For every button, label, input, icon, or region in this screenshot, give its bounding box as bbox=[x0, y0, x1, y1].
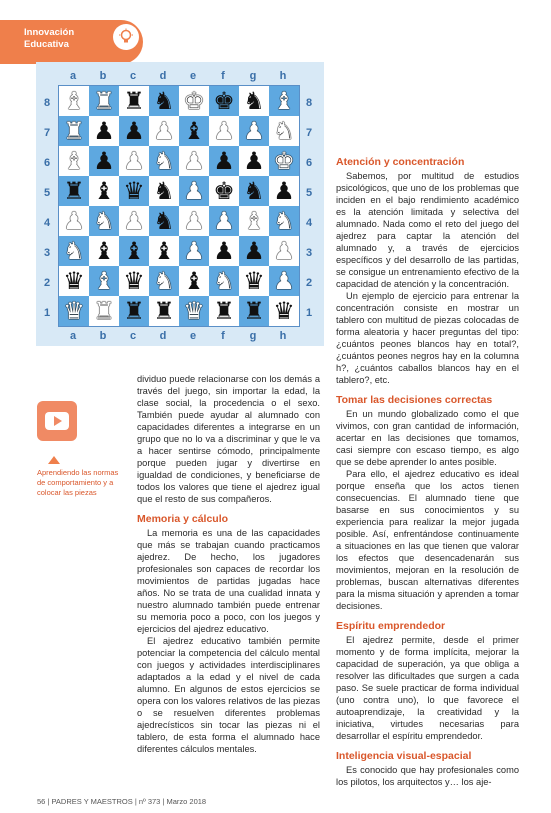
white-pawn-icon: ♟ bbox=[213, 117, 235, 145]
white-pawn-icon: ♟ bbox=[183, 147, 205, 175]
square-a2 bbox=[59, 266, 89, 296]
square-b3 bbox=[89, 236, 119, 266]
white-rook-icon: ♜ bbox=[63, 117, 85, 145]
white-pawn-icon: ♟ bbox=[183, 237, 205, 265]
square-h5 bbox=[269, 176, 299, 206]
square-h2 bbox=[269, 266, 299, 296]
black-knight-icon: ♞ bbox=[153, 87, 175, 115]
page-footer: 56 | PADRES Y MAESTROS | nº 373 | Marzo 2018 bbox=[37, 797, 207, 806]
white-rook-icon: ♜ bbox=[93, 87, 115, 115]
file-label: c bbox=[129, 330, 137, 342]
file-label: g bbox=[249, 330, 257, 342]
square-a1 bbox=[59, 296, 89, 326]
black-queen-icon: ♛ bbox=[123, 267, 145, 295]
lightbulb-icon bbox=[113, 24, 139, 50]
black-knight-icon: ♞ bbox=[153, 177, 175, 205]
rank-labels-right bbox=[302, 88, 316, 328]
file-label: f bbox=[221, 70, 225, 82]
black-bishop-icon: ♝ bbox=[153, 237, 175, 265]
white-rook-icon: ♜ bbox=[93, 297, 115, 325]
black-rook-icon: ♜ bbox=[123, 87, 145, 115]
square-e6 bbox=[179, 146, 209, 176]
paragraph: El ajedrez permite, desde el primer momento y de forma implícita, mejorar la capacidad de superación, ya que obliga a resolver las dificultades que surgen a cada paso. Se suele practicar de forma individual (uno contra uno), lo que favorece el autoaprendizaje, la creatividad y la iniciativa, virtudes necesarias para desarrollar el espíritu emprendedor. bbox=[336, 635, 519, 741]
square-d1 bbox=[149, 296, 179, 326]
square-g4 bbox=[239, 206, 269, 236]
black-queen-icon: ♛ bbox=[63, 267, 85, 295]
square-c5 bbox=[119, 176, 149, 206]
black-king-icon: ♚ bbox=[213, 177, 235, 205]
white-king-icon: ♚ bbox=[273, 147, 295, 175]
white-knight-icon: ♞ bbox=[63, 237, 85, 265]
rank-label: 8 bbox=[305, 97, 313, 109]
file-label: a bbox=[69, 70, 77, 82]
square-d3 bbox=[149, 236, 179, 266]
white-bishop-icon: ♝ bbox=[63, 147, 85, 175]
white-pawn-icon: ♟ bbox=[183, 177, 205, 205]
square-b5 bbox=[89, 176, 119, 206]
file-label: b bbox=[99, 70, 107, 82]
square-f3 bbox=[209, 236, 239, 266]
square-c2 bbox=[119, 266, 149, 296]
square-c7 bbox=[119, 116, 149, 146]
square-e7 bbox=[179, 116, 209, 146]
square-g8 bbox=[239, 86, 269, 116]
rank-label: 3 bbox=[43, 247, 51, 259]
paragraph: Sabemos, por multitud de estudios psicológicos, que uno de los problemas que inciden en el bajo rendimiento académico es la atención limitada y selectiva del alumnado. Nada como el reto del juego del ajedrez para captar la atención del alumnado y, a través de ejercicios específicos y del desarrollo de las partidas, se consigue un entrenamiento efectivo de la capacidad de atención y la concentración. bbox=[336, 171, 519, 289]
white-pawn-icon: ♟ bbox=[153, 117, 175, 145]
square-h6 bbox=[269, 146, 299, 176]
play-video-icon[interactable] bbox=[37, 401, 77, 441]
white-pawn-icon: ♟ bbox=[273, 237, 295, 265]
black-bishop-icon: ♝ bbox=[93, 237, 115, 265]
square-b8 bbox=[89, 86, 119, 116]
file-label: g bbox=[249, 70, 257, 82]
square-b1 bbox=[89, 296, 119, 326]
square-g5 bbox=[239, 176, 269, 206]
black-pawn-icon: ♟ bbox=[213, 147, 235, 175]
black-rook-icon: ♜ bbox=[153, 297, 175, 325]
square-b7 bbox=[89, 116, 119, 146]
video-caption: Aprendiendo las normas de comportamiento y a colocar las piezas bbox=[37, 468, 119, 497]
square-a8 bbox=[59, 86, 89, 116]
white-pawn-icon: ♟ bbox=[213, 207, 235, 235]
square-g7 bbox=[239, 116, 269, 146]
paragraph: Es conocido que hay profesionales como los pilotos, los arquitectos y… los aje- bbox=[336, 765, 519, 787]
white-pawn-icon: ♟ bbox=[123, 147, 145, 175]
black-rook-icon: ♜ bbox=[243, 297, 265, 325]
white-pawn-icon: ♟ bbox=[243, 117, 265, 145]
black-pawn-icon: ♟ bbox=[123, 117, 145, 145]
square-g2 bbox=[239, 266, 269, 296]
white-knight-icon: ♞ bbox=[153, 147, 175, 175]
rank-label: 7 bbox=[305, 127, 313, 139]
square-f4 bbox=[209, 206, 239, 236]
rank-label: 5 bbox=[43, 187, 51, 199]
square-d5 bbox=[149, 176, 179, 206]
section-title: Innovación Educativa bbox=[24, 27, 75, 50]
black-pawn-icon: ♟ bbox=[273, 177, 295, 205]
white-bishop-icon: ♝ bbox=[63, 87, 85, 115]
paragraph: En un mundo globalizado como el que vivimos, con gran cantidad de información, acertar en las decisiones que tomamos, casi siempre con escaso tiempo, es algo que se debe aprender lo antes posible. bbox=[336, 409, 519, 467]
white-bishop-icon: ♝ bbox=[273, 87, 295, 115]
square-f1 bbox=[209, 296, 239, 326]
black-queen-icon: ♛ bbox=[243, 267, 265, 295]
chessboard bbox=[58, 85, 300, 327]
square-e1 bbox=[179, 296, 209, 326]
heading-inteligencia: Inteligencia visual-espacial bbox=[336, 750, 472, 762]
rank-label: 6 bbox=[305, 157, 313, 169]
file-labels-bottom bbox=[58, 330, 298, 342]
square-g1 bbox=[239, 296, 269, 326]
square-h8 bbox=[269, 86, 299, 116]
black-knight-icon: ♞ bbox=[153, 207, 175, 235]
square-d6 bbox=[149, 146, 179, 176]
black-pawn-icon: ♟ bbox=[213, 237, 235, 265]
black-bishop-icon: ♝ bbox=[93, 177, 115, 205]
square-c4 bbox=[119, 206, 149, 236]
square-h1 bbox=[269, 296, 299, 326]
square-e4 bbox=[179, 206, 209, 236]
square-d7 bbox=[149, 116, 179, 146]
square-h4 bbox=[269, 206, 299, 236]
file-labels-top bbox=[58, 70, 298, 82]
white-pawn-icon: ♟ bbox=[123, 207, 145, 235]
black-pawn-icon: ♟ bbox=[243, 237, 265, 265]
white-bishop-icon: ♝ bbox=[93, 267, 115, 295]
square-f2 bbox=[209, 266, 239, 296]
square-f6 bbox=[209, 146, 239, 176]
square-g3 bbox=[239, 236, 269, 266]
column-right bbox=[336, 148, 519, 788]
heading-decisiones: Tomar las decisiones correctas bbox=[336, 394, 493, 406]
white-king-icon: ♚ bbox=[183, 87, 205, 115]
rank-label: 7 bbox=[43, 127, 51, 139]
file-label: d bbox=[159, 70, 167, 82]
file-label: c bbox=[129, 70, 137, 82]
black-pawn-icon: ♟ bbox=[93, 117, 115, 145]
black-queen-icon: ♛ bbox=[273, 297, 295, 325]
white-knight-icon: ♞ bbox=[213, 267, 235, 295]
paragraph: dividuo puede relacionarse con los demás a través del juego, sin importar la edad, la clase social, la procedencia o el sexo. También puede ayudar al alumnado con capacidades diferentes a integrarse en un grupo que no lo va a discriminar y que le va a hacer sentirse cómodo, principalmente porque pueden jugar y divertirse en igualdad de condiciones, y beneficiarse de todos los valores que tiene el ajedrez igual que el resto de sus compañeros. bbox=[137, 374, 320, 504]
paragraph: La memoria es una de las capacidades que más se trabajan cuando practicamos ajedrez. De hecho, los jugadores profesionales son capaces de recordar los movimientos de partidas jugadas hace años. No se trata de una cualidad innata y nuestro alumnado también puede entrenar su memoria poco a poco, con los juegos y ejercicios del ajedrez educativo. bbox=[137, 528, 320, 634]
caption-pointer bbox=[48, 456, 60, 464]
black-bishop-icon: ♝ bbox=[123, 237, 145, 265]
black-knight-icon: ♞ bbox=[243, 177, 265, 205]
white-bishop-icon: ♝ bbox=[243, 207, 265, 235]
paragraph: Para ello, el ajedrez educativo es ideal porque enseña que los actos tienen consecuencias. El alumnado tiene que basarse en sus conocimientos y su experiencia para realizar la mejor jugada posible. Así, enfrentándose continuamente a situaciones en las que tienen que valorar los efectos que desencadenarán sus movimientos, mejoran en la resolución de problemas, buscan alternativas diferentes para la misma situación y aprenden a tomar decisiones. bbox=[336, 469, 519, 611]
white-knight-icon: ♞ bbox=[273, 117, 295, 145]
square-f8 bbox=[209, 86, 239, 116]
heading-espiritu: Espíritu emprendedor bbox=[336, 620, 446, 632]
square-a5 bbox=[59, 176, 89, 206]
square-b6 bbox=[89, 146, 119, 176]
white-queen-icon: ♛ bbox=[63, 297, 85, 325]
white-queen-icon: ♛ bbox=[183, 297, 205, 325]
square-e8 bbox=[179, 86, 209, 116]
square-d4 bbox=[149, 206, 179, 236]
square-c3 bbox=[119, 236, 149, 266]
rank-labels bbox=[40, 88, 54, 328]
black-queen-icon: ♛ bbox=[123, 177, 145, 205]
paragraph: Un ejemplo de ejercicio para entrenar la concentración consiste en mostrar un tablero con multitud de piezas colocadas de forma aleatoria y hacer preguntas del tipo: ¿cuántos peones blancos hay en total?, ¿cuántos peones negros hay en la columna h?, ¿cuántos caballos blancos hay en el tablero?, etc. bbox=[336, 291, 519, 385]
square-c8 bbox=[119, 86, 149, 116]
square-e5 bbox=[179, 176, 209, 206]
square-h7 bbox=[269, 116, 299, 146]
black-knight-icon: ♞ bbox=[243, 87, 265, 115]
file-label: f bbox=[221, 330, 225, 342]
file-label: h bbox=[279, 330, 287, 342]
file-label: b bbox=[99, 330, 107, 342]
white-knight-icon: ♞ bbox=[93, 207, 115, 235]
square-e3 bbox=[179, 236, 209, 266]
black-rook-icon: ♜ bbox=[213, 297, 235, 325]
white-pawn-icon: ♟ bbox=[63, 207, 85, 235]
black-king-icon: ♚ bbox=[213, 87, 235, 115]
column-left bbox=[137, 373, 320, 755]
black-rook-icon: ♜ bbox=[123, 297, 145, 325]
black-pawn-icon: ♟ bbox=[243, 147, 265, 175]
square-b4 bbox=[89, 206, 119, 236]
square-h3 bbox=[269, 236, 299, 266]
heading-memoria: Memoria y cálculo bbox=[137, 513, 229, 525]
rank-label: 2 bbox=[43, 277, 51, 289]
white-knight-icon: ♞ bbox=[273, 207, 295, 235]
square-f7 bbox=[209, 116, 239, 146]
file-label: a bbox=[69, 330, 77, 342]
file-label: e bbox=[189, 70, 197, 82]
black-rook-icon: ♜ bbox=[63, 177, 85, 205]
square-d8 bbox=[149, 86, 179, 116]
rank-label: 1 bbox=[305, 307, 313, 319]
square-b2 bbox=[89, 266, 119, 296]
square-c1 bbox=[119, 296, 149, 326]
white-pawn-icon: ♟ bbox=[273, 267, 295, 295]
file-label: h bbox=[279, 70, 287, 82]
file-label: d bbox=[159, 330, 167, 342]
square-d2 bbox=[149, 266, 179, 296]
rank-label: 1 bbox=[43, 307, 51, 319]
rank-label: 4 bbox=[305, 217, 313, 229]
square-a3 bbox=[59, 236, 89, 266]
square-f5 bbox=[209, 176, 239, 206]
paragraph: El ajedrez educativo también permite potenciar la competencia del cálculo mental con juegos y actividades interdisciplinares adaptados a la edad y el nivel de cada alumno. En algunos de estos ejercicios se opera con los valores relativos de las piezas o se resuelven diferentes problemas ajedrecísticos sin tocar las piezas ni el tablero, de esta forma el alumnado hace diferentes cálculos mentales. bbox=[137, 636, 320, 754]
square-a6 bbox=[59, 146, 89, 176]
rank-label: 2 bbox=[305, 277, 313, 289]
white-knight-icon: ♞ bbox=[153, 267, 175, 295]
square-c6 bbox=[119, 146, 149, 176]
square-a4 bbox=[59, 206, 89, 236]
black-bishop-icon: ♝ bbox=[183, 117, 205, 145]
heading-atencion: Atención y concentración bbox=[336, 156, 465, 168]
black-pawn-icon: ♟ bbox=[93, 147, 115, 175]
square-a7 bbox=[59, 116, 89, 146]
square-e2 bbox=[179, 266, 209, 296]
file-label: e bbox=[189, 330, 197, 342]
black-bishop-icon: ♝ bbox=[183, 267, 205, 295]
rank-label: 5 bbox=[305, 187, 313, 199]
rank-label: 8 bbox=[43, 97, 51, 109]
rank-label: 4 bbox=[43, 217, 51, 229]
rank-label: 3 bbox=[305, 247, 313, 259]
rank-label: 6 bbox=[43, 157, 51, 169]
square-g6 bbox=[239, 146, 269, 176]
white-pawn-icon: ♟ bbox=[183, 207, 205, 235]
